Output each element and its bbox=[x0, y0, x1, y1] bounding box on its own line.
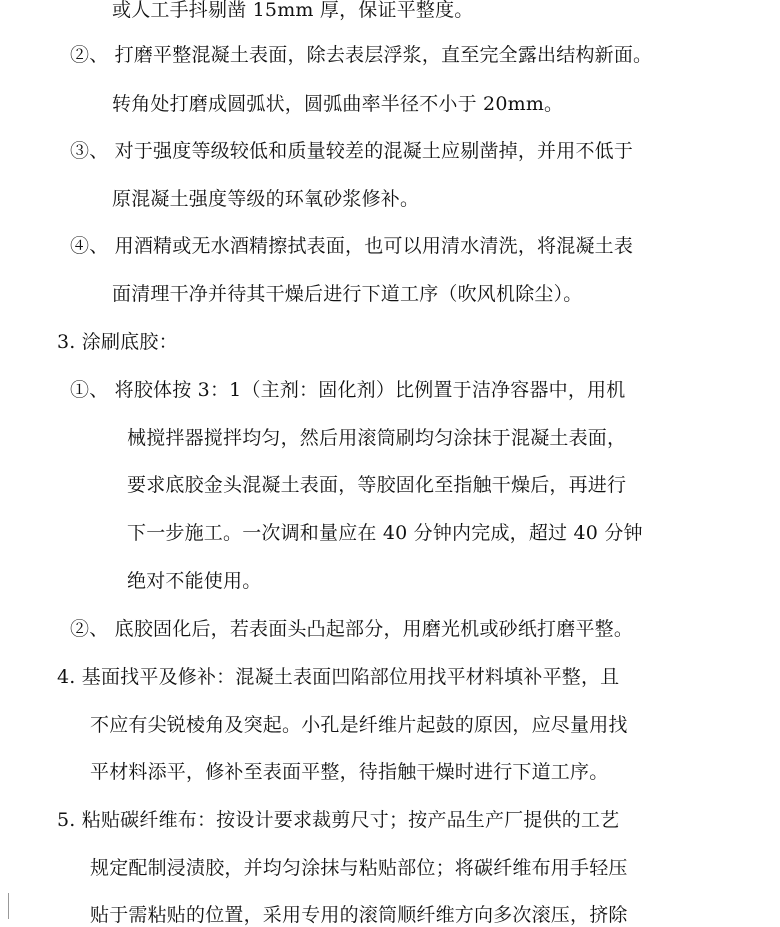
text-line: 或人工手抖剔凿 15mm 厚，保证平整度。 bbox=[112, 0, 474, 21]
text-line: ②、 底胶固化后，若表面头凸起部分，用磨光机或砂纸打磨平整。 bbox=[70, 618, 634, 640]
text-line: ②、 打磨平整混凝土表面，除去表层浮浆，直至完全露出结构新面。 bbox=[70, 44, 653, 66]
text-line: 3. 涂刷底胶： bbox=[57, 331, 178, 353]
text-line: 下一步施工。一次调和量应在 40 分钟内完成，超过 40 分钟 bbox=[127, 522, 643, 544]
text-line: 4. 基面找平及修补：混凝土表面凹陷部位用找平材料填补平整，且 bbox=[57, 666, 620, 688]
text-line: 不应有尖锐棱角及突起。小孔是纤维片起鼓的原因，应尽量用找 bbox=[90, 714, 628, 736]
text-line: 贴于需粘贴的位置，采用专用的滚筒顺纤维方向多次滚压，挤除 bbox=[90, 904, 628, 926]
text-line: ③、 对于强度等级较低和质量较差的混凝土应剔凿掉，并用不低于 bbox=[70, 140, 634, 162]
text-line: ④、 用酒精或无水酒精擦拭表面，也可以用清水清洗，将混凝土表 bbox=[70, 235, 634, 257]
text-line: 原混凝土强度等级的环氧砂浆修补。 bbox=[112, 188, 420, 210]
text-line: 绝对不能使用。 bbox=[127, 570, 262, 592]
text-line: 要求底胶金头混凝土表面，等胶固化至指触干燥后，再进行 bbox=[127, 474, 627, 496]
text-line: 械搅拌器搅拌均匀，然后用滚筒刷均匀涂抹于混凝土表面， bbox=[127, 427, 627, 449]
text-line: 规定配制浸渍胶，并均匀涂抹与粘贴部位；将碳纤维布用手轻压 bbox=[90, 857, 628, 879]
text-line: 面清理干净并待其干燥后进行下道工序（吹风机除尘）。 bbox=[112, 283, 583, 305]
page-edge-divider bbox=[8, 893, 17, 919]
text-line: 5. 粘贴碳纤维布：按设计要求裁剪尺寸；按产品生产厂提供的工艺 bbox=[57, 809, 620, 831]
text-line: ①、 将胶体按 3：1（主剂：固化剂）比例置于洁净容器中，用机 bbox=[70, 379, 626, 401]
text-line: 平材料添平，修补至表面平整，待指触干燥时进行下道工序。 bbox=[90, 761, 609, 783]
text-line: 转角处打磨成圆弧状，圆弧曲率半径不小于 20mm。 bbox=[112, 93, 564, 115]
